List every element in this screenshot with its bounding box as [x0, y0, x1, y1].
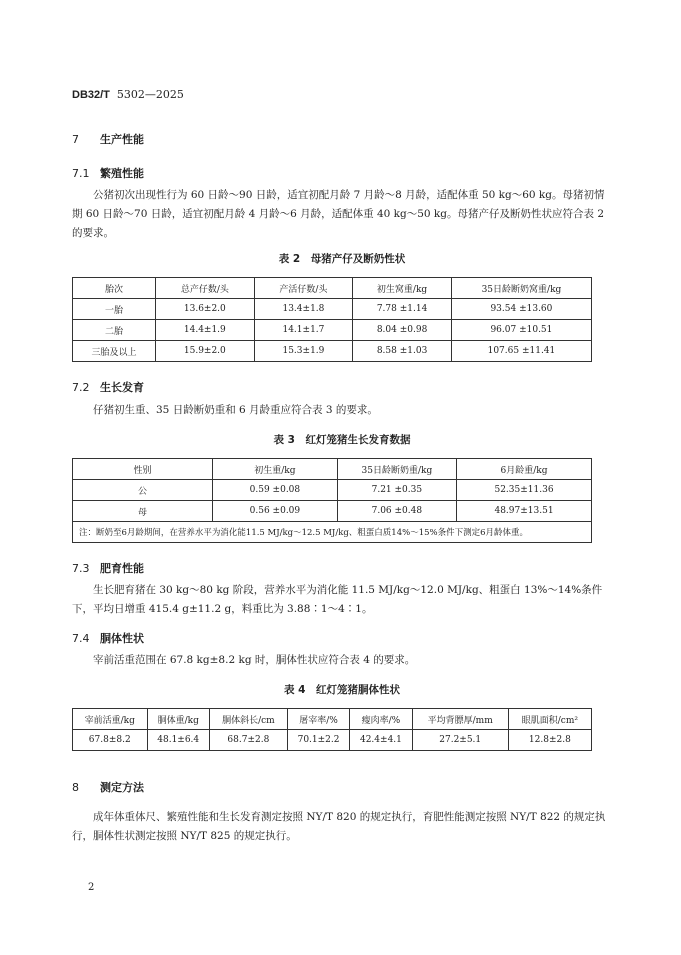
table-header: 初生重/kg: [213, 459, 338, 480]
table-cell: 48.97±13.51: [457, 501, 592, 522]
page-number: 2: [88, 882, 95, 893]
table-row: [73, 730, 592, 751]
table-header: 产活仔数/头: [254, 278, 353, 299]
table-header: 瘦肉率/%: [350, 709, 412, 730]
table-cell: 68.7±2.8: [209, 730, 287, 751]
table-3-note: 注：断奶至6月龄期间，在营养水平为消化能11.5 MJ/kg～12.5 MJ/kg、粗蛋白质14%～15%条件下测定6月龄体重。: [73, 522, 592, 543]
table-header: 胴体斜长/cm: [209, 709, 287, 730]
table-row: [73, 480, 592, 501]
section-7-2-heading: 7.2 生长发育: [72, 381, 144, 394]
table-header: 总产仔数/头: [156, 278, 255, 299]
section-7-1-text: 公猪初次出现性行为 60 日龄～90 日龄，适宜初配月龄 7 月龄～8 月龄，适配体重 50 kg～60 kg。母猪初情期 60 日龄～70 日龄，适宜初配月龄 4 月龄～6 月龄，适配体重 40 kg～50 kg。母猪产仔及断奶性状应符合表 2 的要求。: [72, 189, 605, 239]
table-2: [72, 277, 592, 362]
table-header-row: [73, 278, 592, 299]
table-cell: 13.4±1.8: [254, 299, 353, 320]
table-3-caption: 表 3 红灯笼猪生长发育数据: [273, 434, 411, 446]
section-7-2-text: 仔猪初生重、35 日龄断奶重和 6 月龄重应符合表 3 的要求。: [93, 404, 378, 416]
table-cell: 93.54 ±13.60: [451, 299, 591, 320]
table-cell: 48.1±6.4: [147, 730, 209, 751]
table-header: 胎次: [73, 278, 156, 299]
table-cell: 8.58 ±1.03: [353, 341, 452, 362]
table-cell: 7.78 ±1.14: [353, 299, 452, 320]
table-cell: 一胎: [73, 299, 156, 320]
table-row: [73, 299, 592, 320]
table-header: 胴体重/kg: [147, 709, 209, 730]
standard-header: [72, 88, 184, 101]
table-cell: 42.4±4.1: [350, 730, 412, 751]
section-7-heading: 7 生产性能: [72, 133, 144, 146]
table-header: 宰前活重/kg: [73, 709, 148, 730]
table-cell: 52.35±11.36: [457, 480, 592, 501]
table-cell: 7.06 ±0.48: [337, 501, 456, 522]
table-row: [73, 320, 592, 341]
standard-code: DB32/T: [72, 89, 110, 101]
table-cell: 母: [73, 501, 213, 522]
table-cell: 107.65 ±11.41: [451, 341, 591, 362]
table-header-row: [73, 459, 592, 480]
table-cell: 15.9±2.0: [156, 341, 255, 362]
table-4: [72, 708, 592, 751]
table-row: [73, 501, 592, 522]
table-cell: 14.4±1.9: [156, 320, 255, 341]
section-7-3-text: 生长肥育猪在 30 kg～80 kg 阶段，营养水平为消化能 11.5 MJ/kg～12.0 MJ/kg、粗蛋白 13%～14%条件下，平均日增重 415.4 g±11.2 g，料重比为 3.88∶1～4∶1。: [72, 584, 603, 615]
table-4-caption: 表 4 红灯笼猪胴体性状: [284, 684, 400, 696]
section-7-3-heading: 7.3 肥育性能: [72, 562, 144, 575]
table-note-row: [73, 522, 592, 543]
section-7-4-text: 宰前活重范围在 67.8 kg±8.2 kg 时，胴体性状应符合表 4 的要求。: [93, 654, 416, 666]
table-2-caption: 表 2 母猪产仔及断奶性状: [278, 253, 406, 265]
table-header: 平均背膘厚/mm: [412, 709, 508, 730]
table-cell: 13.6±2.0: [156, 299, 255, 320]
table-cell: 67.8±8.2: [73, 730, 148, 751]
table-header: 性别: [73, 459, 213, 480]
table-header: 35日龄断奶窝重/kg: [451, 278, 591, 299]
table-cell: 70.1±2.2: [287, 730, 349, 751]
table-cell: 公: [73, 480, 213, 501]
standard-number: 5302—2025: [116, 88, 184, 101]
table-cell: 7.21 ±0.35: [337, 480, 456, 501]
table-header: 6月龄重/kg: [457, 459, 592, 480]
section-7-4-heading: 7.4 胴体性状: [72, 632, 144, 645]
table-header: 眼肌面积/cm²: [508, 709, 591, 730]
table-cell: 0.56 ±0.09: [213, 501, 338, 522]
table-cell: 二胎: [73, 320, 156, 341]
table-cell: 96.07 ±10.51: [451, 320, 591, 341]
table-cell: 0.59 ±0.08: [213, 480, 338, 501]
table-cell: 三胎及以上: [73, 341, 156, 362]
table-header: 初生窝重/kg: [353, 278, 452, 299]
table-cell: 14.1±1.7: [254, 320, 353, 341]
section-8-text: 成年体重体尺、繁殖性能和生长发育测定按照 NY/T 820 的规定执行，育肥性能测定按照 NY/T 822 的规定执行，胴体性状测定按照 NY/T 825 的规定执行。: [72, 811, 606, 842]
table-cell: 27.2±5.1: [412, 730, 508, 751]
table-cell: 15.3±1.9: [254, 341, 353, 362]
table-header: 35日龄断奶重/kg: [337, 459, 456, 480]
table-cell: 12.8±2.8: [508, 730, 591, 751]
table-header: 屠宰率/%: [287, 709, 349, 730]
section-7-1-heading: 7.1 繁殖性能: [72, 167, 144, 180]
table-header-row: [73, 709, 592, 730]
table-3: [72, 458, 592, 543]
section-8-heading: 8 测定方法: [72, 781, 144, 794]
table-cell: 8.04 ±0.98: [353, 320, 452, 341]
table-row: [73, 341, 592, 362]
